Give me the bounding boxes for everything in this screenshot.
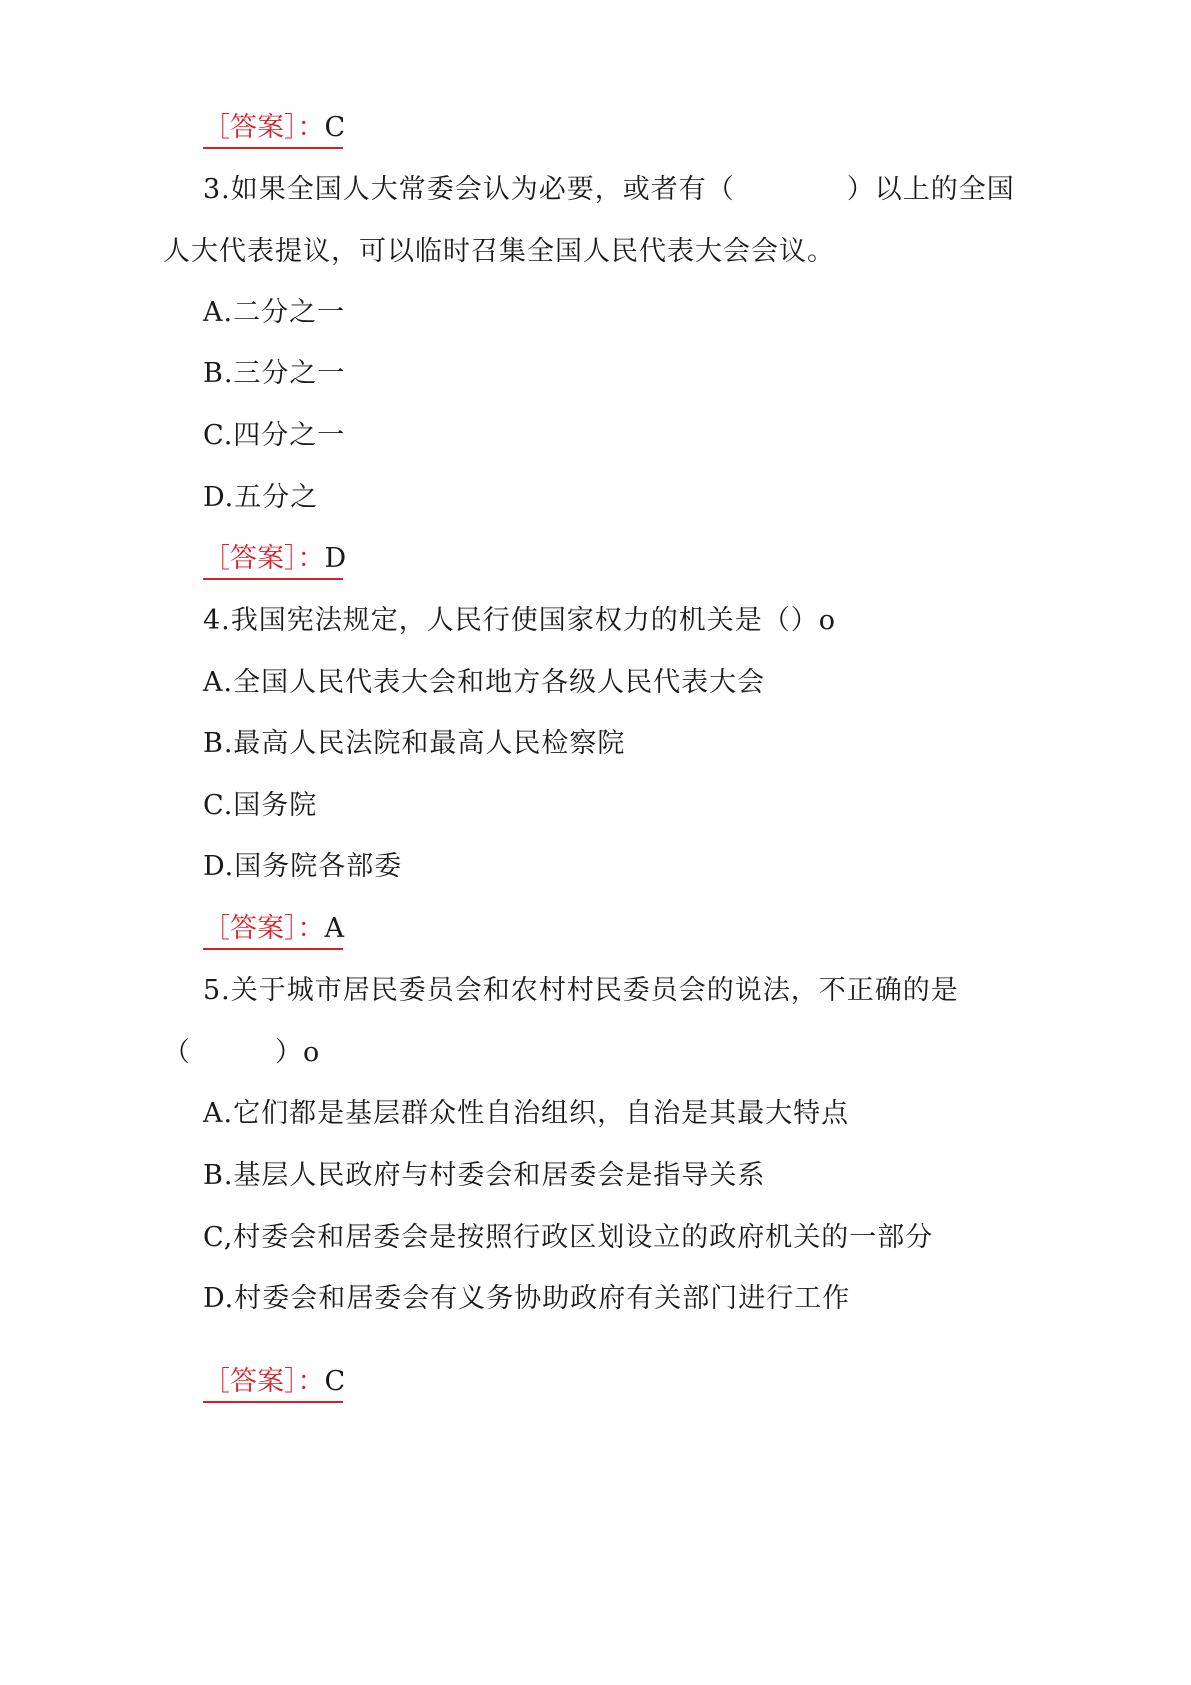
answer-label: ［答案］： xyxy=(203,112,325,143)
answer-underline xyxy=(203,147,343,149)
question-5-option-b: B.基层人民政府与村委会和居委会是指导关系 xyxy=(203,1160,766,1191)
question-5-option-d: D.村委会和居委会有义务协助政府有关部门进行工作 xyxy=(203,1283,851,1314)
question-5-stem-line2: （ ）o xyxy=(163,1037,321,1068)
question-4-answer xyxy=(203,909,344,949)
question-3-option-c: C.四分之一 xyxy=(203,420,346,451)
answer-value: C xyxy=(324,1366,346,1397)
question-5-option-c: C,村委会和居委会是按照行政区划设立的政府机关的一部分 xyxy=(203,1222,934,1253)
answer-value: D xyxy=(324,543,347,574)
question-5-option-a: A.它们都是基层群众性自治组织，自治是其最大特点 xyxy=(203,1098,850,1129)
question-4-option-b: B.最高人民法院和最高人民检察院 xyxy=(203,728,626,759)
question-4-option-a: A.全国人民代表大会和地方各级人民代表大会 xyxy=(203,667,766,698)
question-3-option-a: A.二分之一 xyxy=(203,297,346,328)
question-3-option-b: B.三分之一 xyxy=(203,358,346,389)
question-5-stem-line1: 5.关于城市居民委员会和农村村民委员会的说法，不正确的是 xyxy=(203,975,959,1006)
answer-underline xyxy=(203,1401,343,1403)
question-3-answer xyxy=(203,539,346,579)
answer-underline xyxy=(203,578,343,580)
question-3-option-d: D.五分之 xyxy=(203,482,319,513)
question-5-answer xyxy=(203,1362,345,1402)
answer-value: A xyxy=(324,913,344,944)
question-4-stem-line1: 4.我国宪法规定，人民行使国家权力的机关是（）o xyxy=(203,605,837,636)
answer-label: ［答案］： xyxy=(203,1366,325,1397)
answer-prev xyxy=(203,108,345,148)
question-3-stem-line1: 3.如果全国人大常委会认为必要，或者有（ ）以上的全国 xyxy=(203,174,1015,205)
question-4-option-c: C.国务院 xyxy=(203,790,318,821)
answer-value: C xyxy=(324,112,346,143)
answer-label: ［答案］： xyxy=(203,543,325,574)
question-4-option-d: D.国务院各部委 xyxy=(203,851,403,882)
answer-label: ［答案］： xyxy=(203,913,325,944)
question-3-stem-line2: 人大代表提议，可以临时召集全国人民代表大会会议。 xyxy=(163,236,835,267)
answer-underline xyxy=(203,948,343,950)
